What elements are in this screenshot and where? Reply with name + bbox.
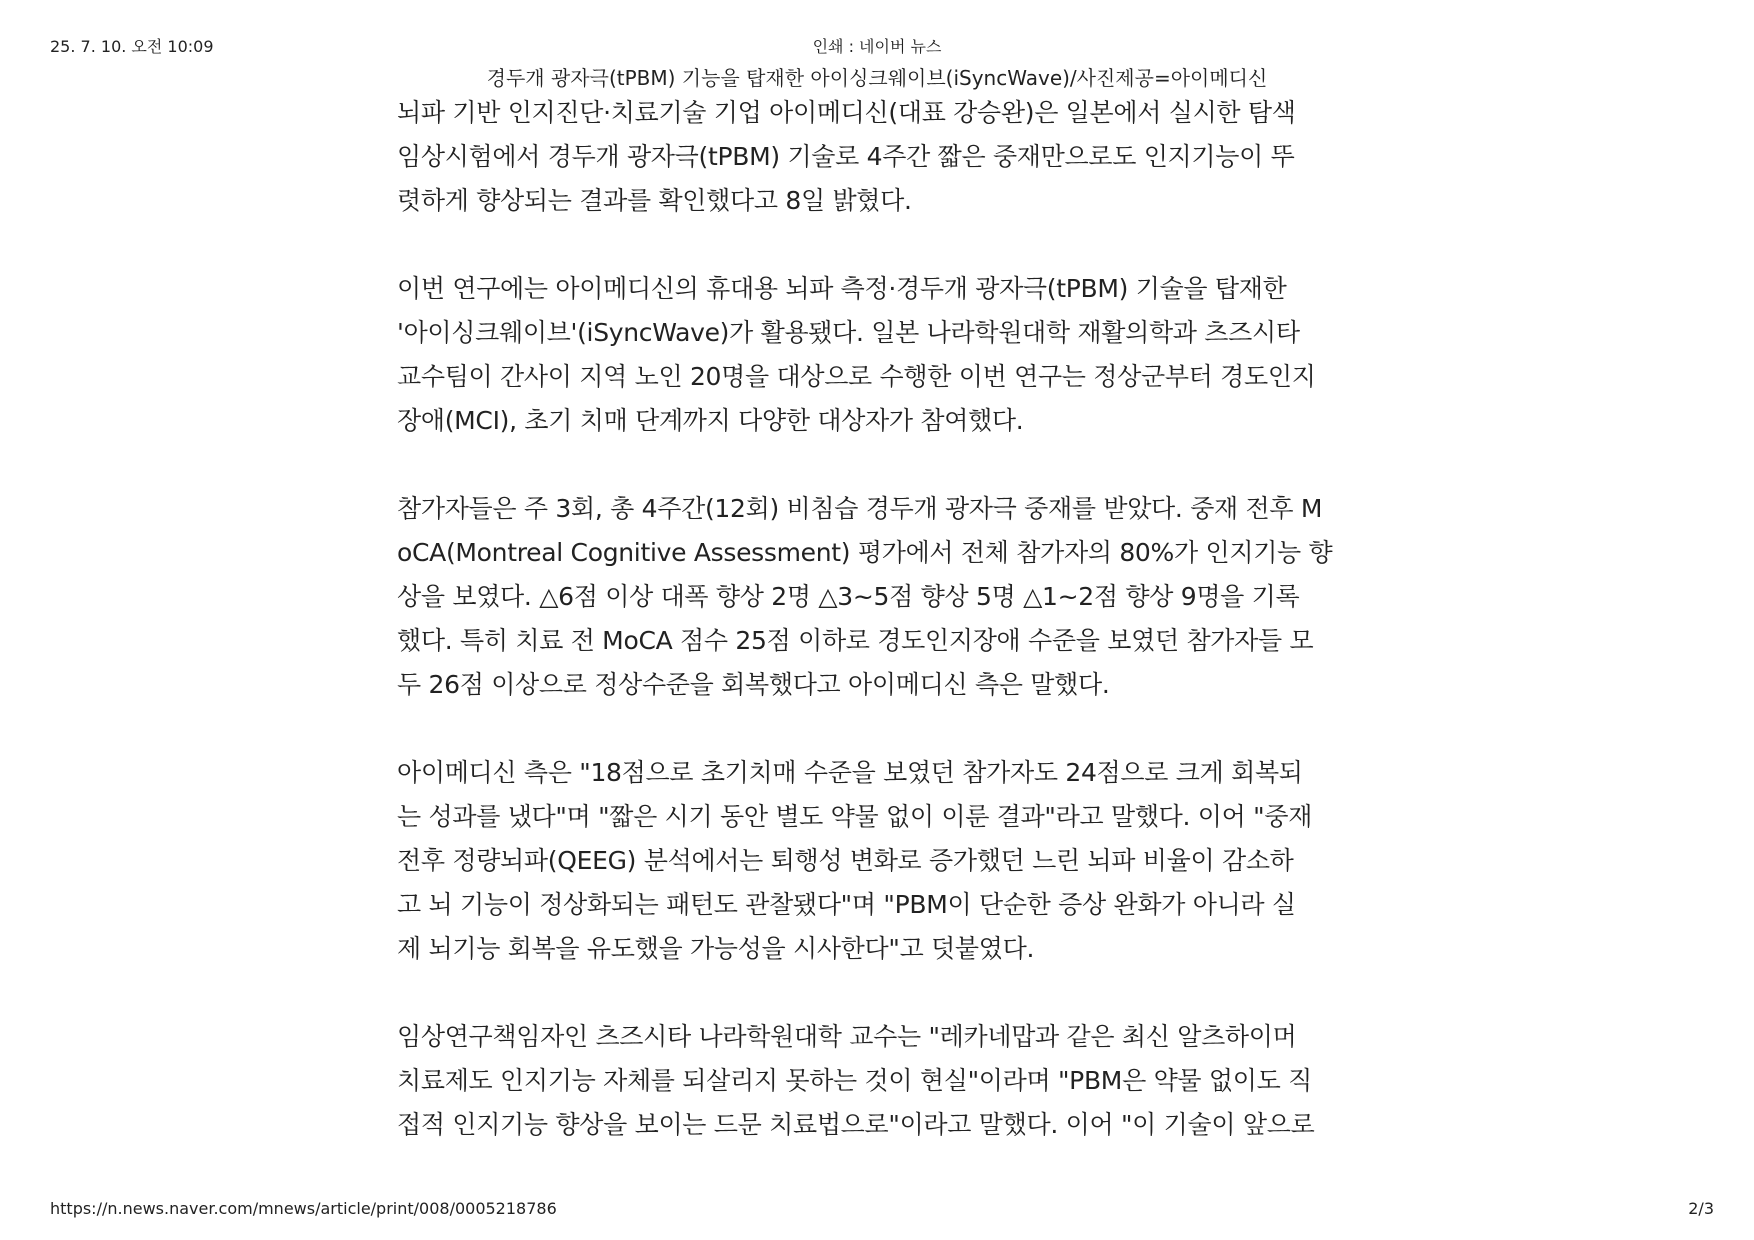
print-page-title: 인쇄 : 네이버 뉴스 bbox=[812, 37, 942, 56]
text-line: 는 성과를 냈다"며 "짧은 시기 동안 별도 약물 없이 이룬 결과"라고 말했다. 이어 "중재 bbox=[397, 802, 1313, 831]
text-line: 뇌파 기반 인지진단·치료기술 기업 아이메디신(대표 강승완)은 일본에서 실시한 탐색 bbox=[397, 98, 1296, 127]
text-line: 고 뇌 기능이 정상화되는 패턴도 관찰됐다"며 "PBM이 단순한 증상 완화가 아니라 실 bbox=[397, 890, 1296, 919]
text-line: 참가자들은 주 3회, 총 4주간(12회) 비침습 경두개 광자극 중재를 받았다. 중재 전후 M bbox=[397, 494, 1323, 523]
text-line: 렷하게 향상되는 결과를 확인했다고 8일 밝혔다. bbox=[397, 186, 912, 215]
print-datetime: 25. 7. 10. 오전 10:09 bbox=[50, 37, 214, 56]
paragraph-4 bbox=[397, 751, 1377, 971]
paragraph-1 bbox=[397, 91, 1377, 223]
text-line: 제 뇌기능 회복을 유도했을 가능성을 시사한다"고 덧붙였다. bbox=[397, 934, 1035, 963]
text-line: '아이싱크웨이브'(iSyncWave)가 활용됐다. 일본 나라학원대학 재활의학과 츠즈시타 bbox=[397, 318, 1300, 347]
article-url: https://n.news.naver.com/mnews/article/print/008/0005218786 bbox=[50, 1199, 557, 1218]
paragraph-3 bbox=[397, 487, 1377, 707]
text-line: 전후 정량뇌파(QEEG) 분석에서는 퇴행성 변화로 증가했던 느린 뇌파 비율이 감소하 bbox=[397, 846, 1294, 875]
text-line: 했다. 특히 치료 전 MoCA 점수 25점 이하로 경도인지장애 수준을 보였던 참가자들 모 bbox=[397, 626, 1314, 655]
text-line: 상을 보였다. △6점 이상 대폭 향상 2명 △3~5점 향상 5명 △1~2점 향상 9명을 기록 bbox=[397, 582, 1300, 611]
page-number: 2/3 bbox=[1688, 1199, 1714, 1218]
article-body bbox=[397, 91, 1377, 1191]
paragraph-5 bbox=[397, 1015, 1377, 1147]
text-line: 임상연구책임자인 츠즈시타 나라학원대학 교수는 "레카네맙과 같은 최신 알츠하이머 bbox=[397, 1022, 1297, 1051]
text-line: 교수팀이 간사이 지역 노인 20명을 대상으로 수행한 이번 연구는 정상군부터 경도인지 bbox=[397, 362, 1316, 391]
text-line: 두 26점 이상으로 정상수준을 회복했다고 아이메디신 측은 말했다. bbox=[397, 670, 1110, 699]
paragraph-2 bbox=[397, 267, 1377, 443]
text-line: oCA(Montreal Cognitive Assessment) 평가에서 전체 참가자의 80%가 인지기능 향 bbox=[397, 538, 1333, 567]
text-line: 접적 인지기능 향상을 보이는 드문 치료법으로"이라고 말했다. 이어 "이 기술이 앞으로 bbox=[397, 1110, 1315, 1139]
text-line: 이번 연구에는 아이메디신의 휴대용 뇌파 측정·경두개 광자극(tPBM) 기술을 탑재한 bbox=[397, 274, 1287, 303]
text-line: 장애(MCI), 초기 치매 단계까지 다양한 대상자가 참여했다. bbox=[397, 406, 1024, 435]
text-line: 아이메디신 측은 "18점으로 초기치매 수준을 보였던 참가자도 24점으로 크게 회복되 bbox=[397, 758, 1303, 787]
text-line: 치료제도 인지기능 자체를 되살리지 못하는 것이 현실"이라며 "PBM은 약물 없이도 직 bbox=[397, 1066, 1312, 1095]
text-line: 임상시험에서 경두개 광자극(tPBM) 기술로 4주간 짧은 중재만으로도 인지기능이 뚜 bbox=[397, 142, 1295, 171]
photo-caption: 경두개 광자극(tPBM) 기능을 탑재한 아이싱크웨이브(iSyncWave)/사진제공=아이메디신 bbox=[486, 66, 1268, 90]
